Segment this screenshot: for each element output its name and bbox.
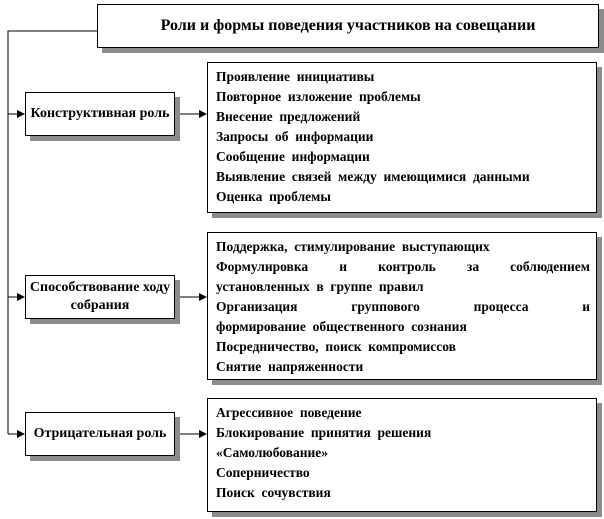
list-item-word: и	[339, 259, 348, 274]
list-item: Снятие напряженности	[216, 359, 364, 374]
list-item: Посредничество, поиск компромиссов	[216, 339, 456, 354]
list-item: Поиск сочувствия	[216, 485, 331, 500]
behavior-list-facilitating	[207, 232, 597, 380]
list-item-word: за	[466, 259, 480, 274]
list-item: Внесение предложений	[216, 109, 361, 124]
list-item	[216, 297, 590, 317]
list-item: Повторное изложение проблемы	[216, 89, 421, 104]
list-item-word: Организация	[216, 299, 298, 314]
list-item-word: Формулировка	[216, 259, 309, 274]
list-item: Блокирование принятия решения	[216, 425, 432, 440]
behavior-list-negative	[207, 398, 597, 512]
list-item	[216, 257, 590, 277]
list-item: Оценка проблемы	[216, 189, 331, 204]
list-item: Запросы об информации	[216, 129, 374, 144]
list-item: Поддержка, стимулирование выступающих	[216, 239, 490, 254]
list-item: установленных в группе правил	[216, 279, 424, 294]
role-box-negative: Отрицательная роль	[25, 412, 175, 456]
list-item: Агрессивное поведение	[216, 405, 362, 420]
list-item-word: группового	[351, 299, 420, 314]
list-item-word: контроль	[378, 259, 436, 274]
list-item: «Самолюбование»	[216, 445, 329, 460]
list-item: формирование общественного сознания	[216, 319, 467, 334]
diagram-title: Роли и формы поведения участников на совещании	[97, 4, 599, 48]
list-item: Проявление инициативы	[216, 69, 375, 84]
list-item: Выявление связей между имеющимися данными	[216, 169, 530, 184]
list-item-word: процесса	[473, 299, 529, 314]
behavior-list-constructive	[207, 62, 597, 213]
list-item: Соперничество	[216, 465, 310, 480]
role-box-facilitating: Способствование ходу собрания	[25, 275, 175, 319]
role-box-constructive: Конструктивная роль	[25, 92, 175, 136]
list-item-word: соблюдением	[510, 259, 590, 274]
list-item-word: и	[582, 299, 590, 314]
list-item: Сообщение информации	[216, 149, 370, 164]
